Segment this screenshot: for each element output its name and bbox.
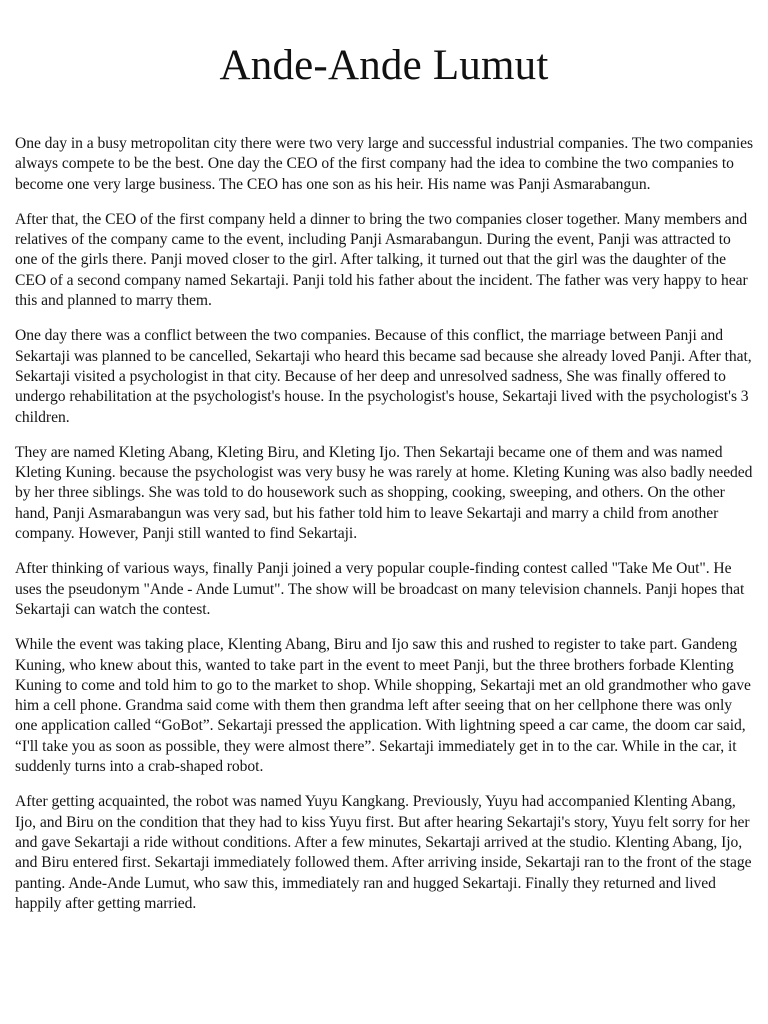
paragraph-2: After that, the CEO of the first company held a dinner to bring the two companies closer together. Many members and relatives of the company came to the event, including Panji Asmarabangun. During the event, Panji was attracted to one of the girls there. Panji moved closer to the girl. After talking, it turned out that the girl was the daughter of the CEO of a second company named Sekartaji. Panji told his father about the incident. The father was very happy to hear this and planned to marry them. [15, 210, 748, 310]
paragraph-6: While the event was taking place, Klenting Abang, Biru and Ijo saw this and rushed to register to take part. Gandeng Kuning, who knew about this, wanted to take part in the event to meet Panji, but the three brothers forbade Klenting Kuning to come and told him to go to the market to shop. While shopping, Sekartaji met an old grandmother who gave him a cell phone. Grandma said come with them then grandma left after seeing that on her cellphone there was only one application called “GoBot”. Sekartaji pressed the application. With lightning speed a car came, the doom car said, “I'll take you as soon as possible, they were almost there”. Sekartaji immediately get in to the car. While in the car, it suddenly turns into a crab-shaped robot. [15, 636, 751, 776]
paragraph-5: After thinking of various ways, finally Panji joined a very popular couple-finding contest called "Take Me Out". He uses the pseudonym "Ande - Ande Lumut". The show will be broadcast on many television channels. Panji hopes that Sekartaji can watch the contest. [15, 560, 745, 618]
paragraph-3: One day there was a conflict between the two companies. Because of this conflict, the marriage between Panji and Sekartaji was planned to be cancelled, Sekartaji who heard this became sad because she already loved Panji. After that, Sekartaji visited a psychologist in that city. Because of her deep and unresolved sadness, She was finally offered to undergo rehabilitation at the psychologist's house. In the psychologist's house, Sekartaji lived with the psychologist's 3 children. [15, 327, 752, 426]
paragraph-7: After getting acquainted, the robot was named Yuyu Kangkang. Previously, Yuyu had accompanied Klenting Abang, Ijo, and Biru on the condition that they had to kiss Yuyu first. But after hearing Sekartaji's story, Yuyu felt sorry for her and gave Sekartaji a ride without conditions. After a few minutes, Sekartaji arrived at the studio. Klenting Abang, Ijo, and Biru entered first. Sekartaji immediately followed them. After arriving inside, Sekartaji ran to the front of the stage panting. Ande-Ande Lumut, who saw this, immediately ran and hugged Sekartaji. Finally they returned and lived happily after getting married. [15, 793, 752, 912]
paragraph-1: One day in a busy metropolitan city there were two very large and successful industrial companies. The two companies always compete to be the best. One day the CEO of the first company had the idea to combine the two companies to become one very large business. The CEO has one son as his heir. His name was Panji Asmarabangun. [15, 135, 754, 193]
document-body [15, 134, 753, 914]
paragraph-4: They are named Kleting Abang, Kleting Biru, and Kleting Ijo. Then Sekartaji became one of them and was named Kleting Kuning. because the psychologist was very busy he was rarely at home. Kleting Kuning was also badly needed by her three siblings. She was told to do housework such as shopping, cooking, sweeping, and others. On the other hand, Panji Asmarabangun was very sad, but his father told him to leave Sekartaji and marry a child from another company. However, Panji still wanted to find Sekartaji. [15, 443, 753, 543]
document-title: Ande-Ande Lumut [219, 42, 549, 89]
